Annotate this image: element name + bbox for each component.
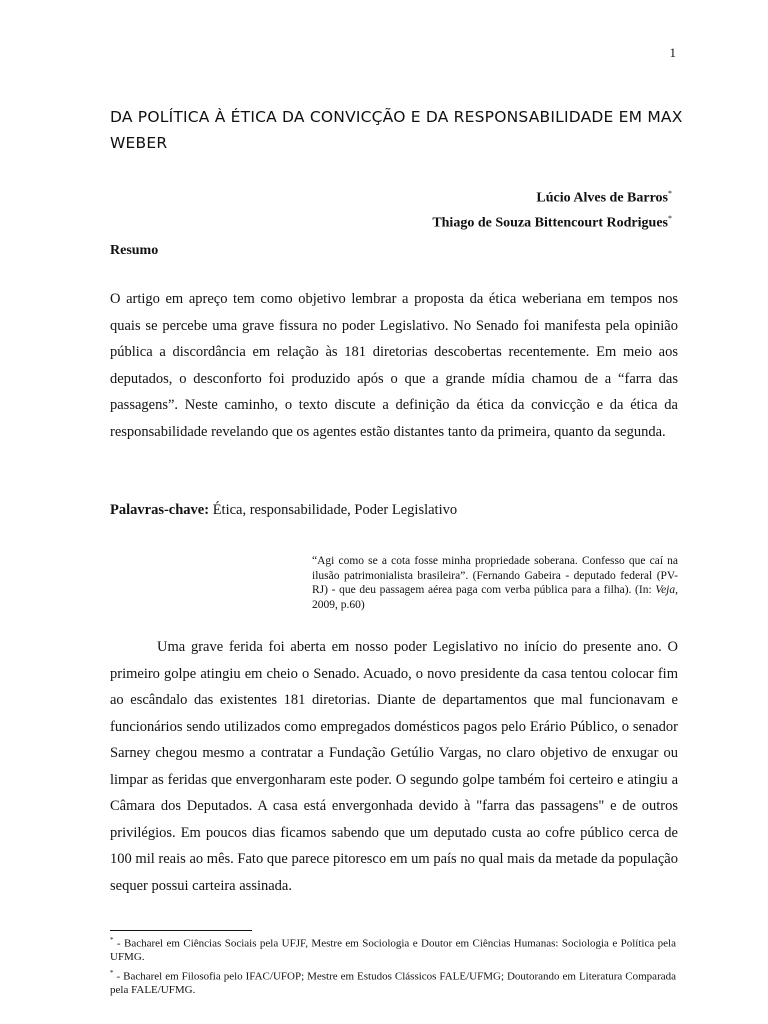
author-name: Lúcio Alves de Barros	[536, 190, 668, 206]
footnote-item	[110, 967, 676, 998]
epigraph-tail: , 2009, p.60)	[312, 584, 678, 611]
footnote-divider	[110, 930, 252, 931]
footnotes	[110, 934, 676, 999]
page-number: 1	[669, 45, 676, 60]
keywords	[110, 500, 678, 520]
page-title: DA POLÍTICA À ÉTICA DA CONVICÇÃO E DA RESPONSABILIDADE EM MAX WEBER	[110, 108, 683, 152]
footnote-mark: *	[110, 968, 114, 977]
author-name: Thiago de Souza Bittencourt Rodrigues	[432, 215, 668, 231]
epigraph-quote	[312, 554, 678, 612]
keywords-text: Ética, responsabilidade, Poder Legislativo	[212, 502, 458, 518]
epigraph-text: “Agi como se a cota fosse minha propriedade soberana. Confesso que caí na ilusão patrimonialista brasileira”. (Fernando Gabeira - deputado federal (PV- RJ) - que deu passagem aérea paga com verba pública para a filha). (In:	[312, 555, 678, 596]
body-paragraph: Uma grave ferida foi aberta em nosso poder Legislativo no início do presente ano. O primeiro golpe atingiu em cheio o Senado. Acuado, o novo presidente da casa tentou colocar fim ao escândalo das existentes 181 diretorias. Diante de departamentos que mal funcionavam e funcionários sendo utilizados como empregados domésticos pagos pelo Erário Público, o senador Sarney chegou mesmo a contratar a Fundação Getúlio Vargas, no claro objetivo de enxugar ou limpar as feridas que envergonharam este poder. O segundo golpe também foi certeiro e atingiu a Câmara dos Deputados. A casa está envergonhada devido à "farra das passagens" e de outros privilégios. Em poucos dias ficamos sabendo que um deputado custa ao cofre público cerca de 100 mil reais ao mês. Fato que parece pitoresco em um país no qual mais da metade da população sequer possui carteira assinada.	[110, 639, 678, 894]
footnote-mark: *	[110, 936, 114, 944]
footnote-text: - Bacharel em Ciências Sociais pela UFJF, Mestre em Sociologia e Doutor em Ciências Humanas: Sociologia e Política pela UFMG.	[110, 937, 676, 964]
abstract-text: O artigo em apreço tem como objetivo lembrar a proposta da ética weberiana em tempos nos quais se percebe uma grave fissura no poder Legislativo. No Senado foi manifesta pela opinião pública a discordância em relação às 181 diretorias descobertas recentemente. Em meio aos deputados, o desconforto foi produzido após o que a grande mídia chamou de a “farra das passagens”. Neste caminho, o texto discute a definição da ética da convicção e da ética da responsabilidade revelando que os agentes estão distantes tanto da primeira, quanto da segunda.	[110, 291, 678, 440]
abstract-heading: Resumo	[110, 243, 159, 258]
author-block	[300, 184, 672, 233]
author-line	[300, 184, 672, 209]
epigraph-source: Veja	[655, 584, 676, 596]
keywords-label: Palavras-chave:	[110, 502, 210, 518]
author-line	[300, 209, 672, 234]
footnote-mark[interactable]: *	[668, 189, 672, 198]
footnote-item	[110, 934, 676, 965]
footnote-mark[interactable]: *	[668, 213, 672, 223]
footnote-text: - Bacharel em Filosofia pelo IFAC/UFOP; Mestre em Estudos Clássicos FALE/UFMG; Doutorando em Literatura Comparada pela FALE/UFMG.	[110, 970, 676, 996]
